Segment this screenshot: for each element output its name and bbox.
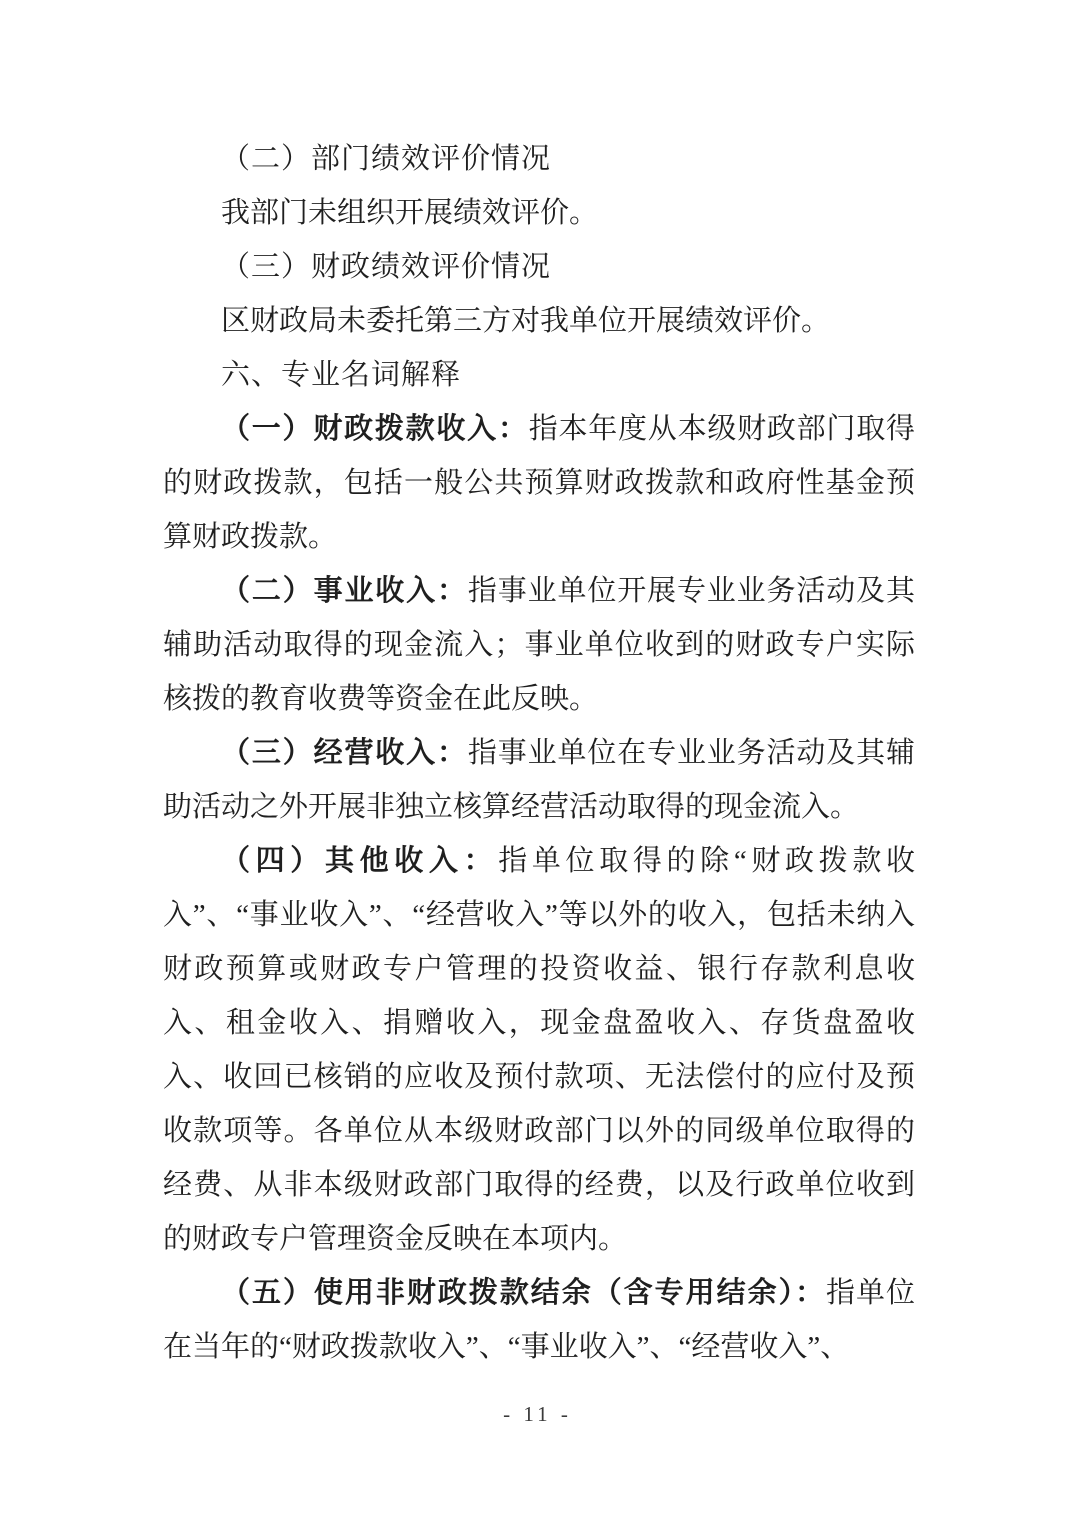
term-paragraph-other-income xyxy=(163,834,915,1266)
section-heading-fiscal-performance-evaluation: （三）财政绩效评价情况 xyxy=(221,251,552,283)
section-heading-dept-performance-evaluation: （二）部门绩效评价情况 xyxy=(221,143,552,175)
term-label-fiscal-appropriation-income: （一）财政拨款收入： xyxy=(221,413,529,445)
term-definition-operating-institution-income: 指事业单位开展专业业务活动及其辅助活动取得的现金流入；事业单位收到的财政专户实际核拨的教育收费等资金在此反映。 xyxy=(163,575,915,715)
term-paragraph-fiscal-appropriation-income xyxy=(163,402,915,564)
term-label-operating-institution-income: （二）事业收入： xyxy=(221,575,468,607)
page-footer xyxy=(0,1402,1075,1427)
page-number: - 11 - xyxy=(503,1402,572,1426)
term-definition-fiscal-appropriation-income: 指本年度从本级财政部门取得的财政拨款，包括一般公共预算财政拨款和政府性基金预算财政拨款。 xyxy=(163,413,915,553)
term-definition-business-income: 指事业单位在专业业务活动及其辅助活动之外开展非独立核算经营活动取得的现金流入。 xyxy=(163,737,915,823)
term-label-business-income: （三）经营收入： xyxy=(221,737,468,769)
term-paragraph-non-fiscal-surplus xyxy=(163,1266,915,1374)
term-label-non-fiscal-surplus: （五）使用非财政拨款结余（含专用结余）： xyxy=(221,1277,827,1309)
term-definition-other-income: 指单位取得的除“财政拨款收入”、“事业收入”、“经营收入”等以外的收入，包括未纳入财政预算或财政专户管理的投资收益、银行存款利息收入、租金收入、捐赠收入，现金盘盈收入、存货盘盈收入、收回已核销的应收及预付款项、无法偿付的应付及预收款项等。各单位从本级财政部门以外的同级单位取得的经费、从非本级财政部门取得的经费，以及行政单位收到的财政专户管理资金反映在本项内。 xyxy=(163,845,915,1255)
chapter-heading-terminology: 六、专业名词解释 xyxy=(221,359,462,391)
term-definition-non-fiscal-surplus: 指单位在当年的“财政拨款收入”、“事业收入”、“经营收入”、 xyxy=(163,1277,915,1363)
term-paragraph-business-income xyxy=(163,726,915,834)
term-paragraph-operating-institution-income xyxy=(163,564,915,726)
term-label-other-income: （四）其他收入： xyxy=(221,845,499,877)
section-body-dept-performance-evaluation: 我部门未组织开展绩效评价。 xyxy=(221,197,599,229)
section-body-fiscal-performance-evaluation: 区财政局未委托第三方对我单位开展绩效评价。 xyxy=(221,305,831,337)
page-content xyxy=(163,132,915,1374)
